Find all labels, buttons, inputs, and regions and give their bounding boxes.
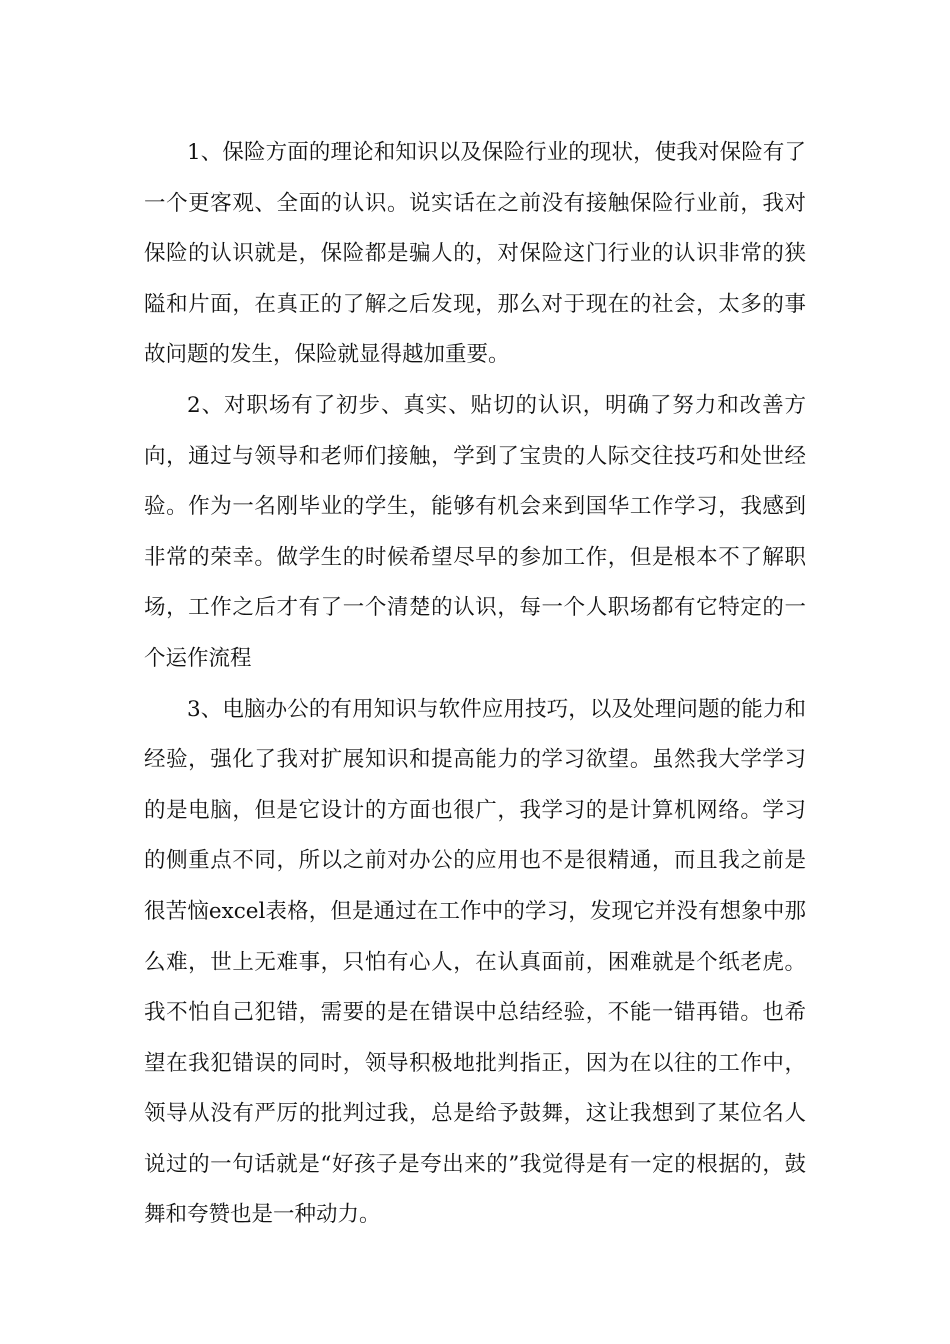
paragraph-1: 1、保险方面的理论和知识以及保险行业的现状，使我对保险有了一个更客观、全面的认识。说实话在之前没有接触保险行业前，我对保险的认识就是，保险都是骗人的，对保险这门行业的认识非常的狭隘和片面，在真正的了解之后发现，那么对于现在的社会，太多的事故问题的发生，保险就显得越加重要。 [144,140,806,368]
paragraph-3: 3、电脑办公的有用知识与软件应用技巧，以及处理问题的能力和经验，强化了我对扩展知识和提高能力的学习欲望。虽然我大学学习的是电脑，但是它设计的方面也很广，我学习的是计算机网络。学习的侧重点不同，所以之前对办公的应用也不是很精通，而且我之前是很苦恼excel表格，但是通过在工作中的学习，发现它并没有想象中那么难，世上无难事，只怕有心人，在认真面前，困难就是个纸老虎。我不怕自己犯错，需要的是在错误中总结经验，不能一错再错。也希望在我犯错误的同时，领导积极地批判指正，因为在以往的工作中，领导从没有严厉的批判过我，总是给予鼓舞，这让我想到了某位名人说过的一句话就是“好孩子是夸出来的”我觉得是有一定的根据的，鼓舞和夸赞也是一种动力。 [144,696,806,1228]
paragraph-2: 2、对职场有了初步、真实、贴切的认识，明确了努力和改善方向，通过与领导和老师们接触，学到了宝贵的人际交往技巧和处世经验。作为一名刚毕业的学生，能够有机会来到国华工作学习，我感到非常的荣幸。做学生的时候希望尽早的参加工作，但是根本不了解职场，工作之后才有了一个清楚的认识，每一个人职场都有它特定的一个运作流程 [144,392,806,671]
document-body [144,128,806,1241]
